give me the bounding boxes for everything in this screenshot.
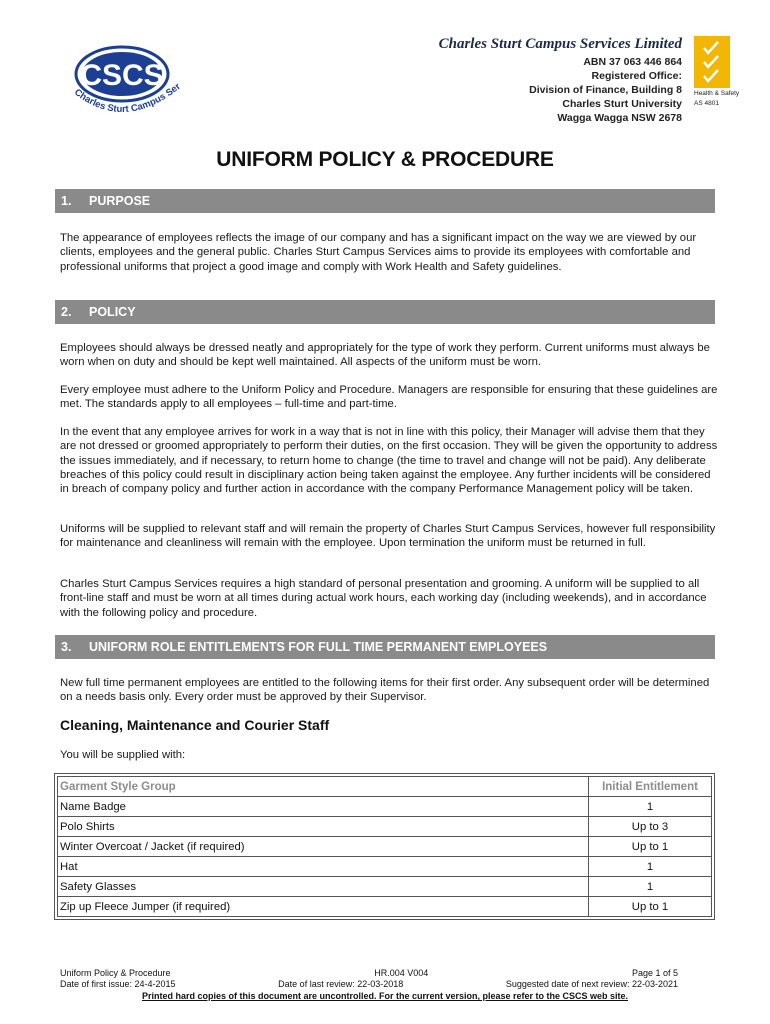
table-row [58,897,712,917]
paragraph: In the event that any employee arrives for work in a way that is not in line with this policy, their Manager will advise them that they are not dressed or groomed appropriately to perform their duties, on the first occasion. They will be given the opportunity to address the issues immediately, and if necessary, to return home to change (the time to travel and change will not be paid). Any deliberate breaches of this policy could result in disciplinary action being taken against the employee. Any further incidents will be considered in breach of company policy and further action in accordance with the company Performance Management policy will be taken. [60,426,718,496]
garment-cell: Winter Overcoat / Jacket (if required) [58,837,589,857]
footer-doc-name: Uniform Policy & Procedure [60,968,171,978]
section-heading-policy [55,300,715,324]
column-header: Garment Style Group [58,777,589,797]
entitlements-intro [60,676,720,705]
address-line: Charles Sturt University [562,98,682,110]
entitlement-cell: Up to 3 [589,817,712,837]
address-line: Registered Office: [591,70,682,82]
section-number: 2. [61,305,72,319]
footer-last-review: Date of last review: 22-03-2018 [278,979,404,989]
policy-paragraph [60,341,720,370]
checkmark-icon [694,36,730,88]
cert-standard: AS 4801 [694,100,719,107]
entitlement-cell: 1 [589,797,712,817]
garment-cell: Safety Glasses [58,877,589,897]
paragraph: New full time permanent employees are entitled to the following items for their first order. Any subsequent order will be determined on a needs basis only. Every order must be approved by their Supervisor. [60,677,710,704]
entitlement-cell: 1 [589,877,712,897]
garment-cell: Polo Shirts [58,817,589,837]
supplied-intro: You will be supplied with: [60,749,186,761]
table-row [58,877,712,897]
address-line: Division of Finance, Building 8 [529,84,682,96]
address-line: Wagga Wagga NSW 2678 [557,112,682,124]
entitlement-cell: Up to 1 [589,837,712,857]
table-row [58,797,712,817]
table-row [58,817,712,837]
footer-page: Page 1 of 5 [631,968,678,978]
section-heading-purpose [55,189,715,213]
section-heading-entitlements [55,635,715,659]
table-row [58,837,712,857]
company-name: Charles Sturt Campus Services Limited [438,36,682,52]
svg-text:CSCS: CSCS [80,59,164,92]
section-title: PURPOSE [89,194,151,208]
garment-cell: Zip up Fleece Jumper (if required) [58,897,589,917]
table-row [58,857,712,877]
policy-paragraph [60,383,720,412]
paragraph: Uniforms will be supplied to relevant staff and will remain the property of Charles Sturt Campus Services, however full responsibility for maintenance and cleanliness will remain with the employee. Upon termination the uniform must be returned in full. [60,523,716,550]
entitlement-cell: 1 [589,857,712,877]
section-title: UNIFORM ROLE ENTITLEMENTS FOR FULL TIME PERMANENT EMPLOYEES [89,640,548,654]
garment-cell: Name Badge [58,797,589,817]
column-header: Initial Entitlement [589,777,712,797]
paragraph: The appearance of employees reflects the image of our company and has a significant impact on the way we are viewed by our clients, employees and the general public. Charles Sturt Campus Services aims to provide its employees with comfortable and professional uniforms that project a good image and comply with Work Health and Safety guidelines. [60,232,697,273]
garment-cell: Hat [58,857,589,877]
svg-text:Charles Sturt Campus Services: Charles Sturt Campus Ser [72,81,183,116]
paragraph: Charles Sturt Campus Services requires a high standard of personal presentation and grooming. A uniform will be supplied to all front-line staff and must be worn at all times during actual work hours, each working day (including weekends), and in accordance with the following policy and procedure. [60,578,707,619]
section-title: POLICY [89,305,136,319]
entitlement-cell: Up to 1 [589,897,712,917]
page-title: UNIFORM POLICY & PROCEDURE [216,148,554,171]
address-line: ABN 37 063 446 864 [583,56,682,68]
cert-label: Health & Safety [694,90,740,97]
company-logo [62,40,187,130]
section-number: 1. [61,194,72,208]
footer-row-2 [60,979,678,990]
footer-first-issue: Date of first issue: 24-4-2015 [60,979,176,989]
policy-paragraph [60,522,720,551]
table-header-row [58,777,712,797]
purpose-body [60,231,720,274]
section-number: 3. [61,640,72,654]
paragraph: Every employee must adhere to the Uniform Policy and Procedure. Managers are responsible for ensuring that these guidelines are met. The standards apply to all employees – full-time and part-time. [60,384,718,411]
footer-row-1 [60,968,678,979]
certification-badge [694,36,742,108]
footer-note: Printed hard copies of this document are uncontrolled. For the current version, please refer to the CSCS web site. [141,991,629,1001]
footer-next-review: Suggested date of next review: 22-03-2021 [505,979,678,989]
entitlement-table [57,776,712,917]
staff-group-heading: Cleaning, Maintenance and Courier Staff [60,717,330,733]
paragraph: Employees should always be dressed neatly and appropriately for the type of work they perform. Current uniforms must always be worn when on duty and should be kept well maintained. All aspects of the uniform must be worn. [60,342,710,369]
company-address-block [439,36,682,125]
footer-doc-code: HR.004 V004 [374,968,429,978]
policy-paragraph [60,425,720,496]
policy-paragraph [60,577,720,620]
